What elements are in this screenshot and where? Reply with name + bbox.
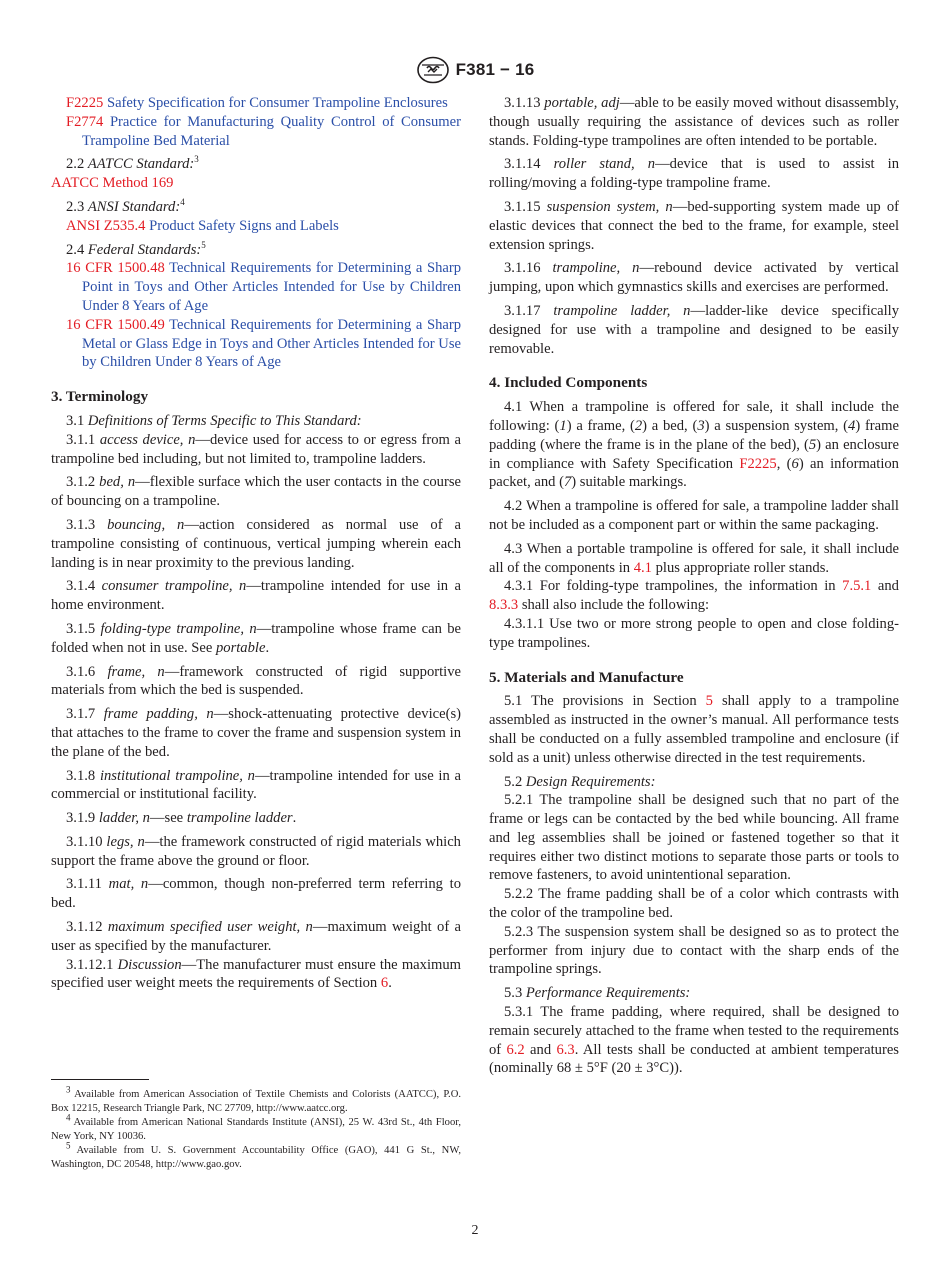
footnotes xyxy=(51,1084,461,1172)
footnote-divider xyxy=(51,1079,149,1080)
definition: 3.1.6 frame, n—framework constructed of rigid supportive materials from which the bed is suspended. xyxy=(51,663,461,699)
reference-ansi xyxy=(51,217,461,236)
subsection-2-2: 2.2 AATCC Standard:$^3$ xyxy=(66,154,199,173)
definition: 3.1.10 legs, n—the framework constructed of rigid materials which support the frame above the ground or floor. xyxy=(51,833,461,869)
footnote-marker[interactable]: 3 xyxy=(194,154,199,165)
definition: 3.1.11 mat, n—common, though non-preferred term referring to bed. xyxy=(51,876,462,912)
paragraph-4-2: 4.2 When a trampoline is offered for sale, a trampoline ladder shall not be included as a component part or within the same packaging. xyxy=(489,498,899,533)
reference-cfr-1500-48 xyxy=(51,259,461,315)
subsection-2-4: 2.4 Federal Standards:$^5$ xyxy=(66,239,206,258)
definition: 3.1.14 roller stand, n—device that is used to assist in rolling/moving a folding-type trampoline frame. xyxy=(489,156,899,192)
page-header xyxy=(0,56,950,84)
definition-discussion: 3.1.12.1 Discussion—The manufacturer must ensure the maximum specified user weight meets the requirements of Section 6. xyxy=(51,956,461,992)
footnote: $^5$ Available from U. S. Government Accountability Office (GAO), 441 G St., NW, Washington, DC 20548, http://www.gao.gov. xyxy=(51,1140,461,1170)
reference-code[interactable]: 16 CFR 1500.48 xyxy=(66,260,165,277)
definition: 3.1.8 institutional trampoline, n—trampoline intended for use in a commercial or institutional facility. xyxy=(51,767,461,803)
left-column xyxy=(51,94,461,993)
paragraph-4-3-1: 4.3.1 For folding-type trampolines, the information in 7.5.1 and 8.3.3 shall also include the following: xyxy=(489,578,899,614)
footnote: $^3$ Available from American Association of Textile Chemists and Colorists (AATCC), P.O. Box 12215, Research Triangle Park, NC 27709, http://www.aatcc.org. xyxy=(51,1084,461,1114)
reference-cfr-1500-49 xyxy=(51,316,461,372)
page-number: 2 xyxy=(471,1223,479,1238)
definition: 3.1.13 portable, adj—able to be easily moved without disassembly, though usually requiring the assistance of devices such as roller stands. Folding-type trampolines are often intended to be portable. xyxy=(489,95,899,149)
section-link[interactable]: 6.3 xyxy=(556,1041,575,1058)
section-link[interactable]: 7.5.1 xyxy=(842,578,872,595)
reference-title[interactable]: Practice for Manufacturing Quality Control of Consumer Trampoline Bed Material xyxy=(82,113,461,149)
definition: 3.1.5 folding-type trampoline, n—trampoline whose frame can be folded when not in use. See portable. xyxy=(51,620,461,656)
reference-code[interactable]: ANSI Z535.4 xyxy=(66,217,146,234)
definition: 3.1.1 access device, n—device used for access to or egress from a trampoline bed including, but not limited to, trampoline ladders. xyxy=(51,431,461,467)
paragraph-5-1: 5.1 The provisions in Section 5 shall apply to a trampoline assembled as instructed in the owner’s manual. All performance tests shall be conducted on a fully assembled trampoline and enclosure (if sold as a unit) unless otherwise directed in the test requirements. xyxy=(489,693,899,766)
paragraph-4-3-1-1: 4.3.1.1 Use two or more strong people to open and close folding-type trampolines. xyxy=(489,615,899,651)
subsection-5-2: 5.2 Design Requirements: xyxy=(504,773,656,790)
paragraph-5-2-3: 5.2.3 The suspension system shall be designed so as to protect the performer from injury due to contact with the sharp ends of the trampoline springs. xyxy=(489,923,899,978)
footnote-marker[interactable]: 5 xyxy=(201,239,206,250)
definition: 3.1.4 consumer trampoline, n—trampoline intended for use in a home environment. xyxy=(51,578,461,614)
footnote: $^4$ Available from American National Standards Institute (ANSI), 25 W. 43rd St., 4th Floor, New York, NY 10036. xyxy=(51,1112,461,1142)
section-link[interactable]: 6 xyxy=(380,975,389,992)
definition: 3.1.7 frame padding, n—shock-attenuating protective device(s) that attaches to the frame to cover the frame and suspension system in the plane of the bed. xyxy=(51,706,461,760)
standard-designation: F381 − 16 xyxy=(455,59,535,79)
footnote-marker[interactable]: 4 xyxy=(180,197,185,208)
reference-f2225 xyxy=(51,94,461,113)
definition: 3.1.3 bouncing, n—action considered as normal use of a trampoline consisting of continuous, vertical jumping wherein each landing is in near proximity to the previous landing. xyxy=(51,516,461,571)
reference-f2774 xyxy=(51,113,461,151)
subsection-5-3: 5.3 Performance Requirements: xyxy=(504,985,691,1002)
paragraph-4-3: 4.3 When a portable trampoline is offered for sale, it shall include all of the components in 4.1 plus appropriate roller stands. xyxy=(489,540,899,576)
reference-code[interactable]: 16 CFR 1500.49 xyxy=(66,316,165,333)
definition: 3.1.16 trampoline, n—rebound device activated by vertical jumping, upon which gymnastics skills and exercises are performed. xyxy=(489,260,899,296)
section-link[interactable]: 8.3.3 xyxy=(489,597,519,614)
astm-logo-icon xyxy=(416,56,450,84)
section-heading-included-components: 4. Included Components xyxy=(489,374,648,392)
standard-link[interactable]: F2225 xyxy=(739,455,777,472)
right-column xyxy=(489,94,899,1078)
paragraph-5-2-2: 5.2.2 The frame padding shall be of a color which contrasts with the color of the trampoline bed. xyxy=(489,886,899,922)
definition: 3.1.9 ladder, n—see trampoline ladder. xyxy=(66,810,297,827)
section-link[interactable]: 6.2 xyxy=(506,1041,525,1058)
reference-code[interactable]: F2774 xyxy=(66,113,104,130)
reference-title[interactable]: Technical Requirements for Determining a Sharp Point in Toys and Other Articles Intended for Use by Children Under 8 Years of Age xyxy=(82,260,461,314)
paragraph-5-2-1: 5.2.1 The trampoline shall be designed such that no part of the frame or legs can be contacted by the bed while bouncing. All frame and leg assemblies shall be joined or fastened together so that it requires either two distinct motions to separate those parts or tools to remove fasteners, to avoid unintentional separation. xyxy=(489,792,899,884)
reference-code[interactable]: AATCC Method 169 xyxy=(51,175,174,192)
reference-code[interactable]: F2225 xyxy=(66,95,104,111)
paragraph-5-3-1: 5.3.1 The frame padding, where required, shall be designed to remain securely attached to the frame when tested to the requirements of 6.2 and 6.3. All tests shall be conducted at ambient temperatures (nominally 68 ± 5°F (20 ± 3°C)). xyxy=(489,1004,899,1077)
reference-title[interactable]: Product Safety Signs and Labels xyxy=(145,217,339,234)
paragraph-4-1: 4.1 When a trampoline is offered for sale, it shall include the following: (1) a frame, (2) a bed, (3) a suspension system, (4) frame padding (where the frame is in the plane of the bed), (5) an enclosure in compliance with Safety Specification F2225, (6) an information packet, and (7) suitable markings. xyxy=(489,399,899,491)
section-link[interactable]: 4.1 xyxy=(633,559,652,576)
definition: 3.1.17 trampoline ladder, n—ladder-like device specifically designed for use with a trampoline and designed to be easily removable. xyxy=(489,302,899,357)
section-heading-terminology: 3. Terminology xyxy=(51,388,149,406)
reference-aatcc xyxy=(51,174,461,193)
definition: 3.1.12 maximum specified user weight, n—maximum weight of a user as specified by the manufacturer. xyxy=(51,919,462,954)
definition: 3.1.2 bed, n—flexible surface which the user contacts in the course of bouncing on a trampoline. xyxy=(51,474,461,510)
section-link[interactable]: 5 xyxy=(705,693,713,710)
reference-title[interactable]: Safety Specification for Consumer Trampoline Enclosures xyxy=(103,95,448,111)
subsection-2-3: 2.3 ANSI Standard:$^4$ xyxy=(66,197,185,215)
definition: 3.1.15 suspension system, n—bed-supporting system made up of elastic devices that connect the bed to the frame, for example, steel extension springs. xyxy=(489,198,899,253)
subsection-3-1: 3.1 Definitions of Terms Specific to This Standard: xyxy=(66,412,362,429)
reference-title[interactable]: Technical Requirements for Determining a Sharp Metal or Glass Edge in Toys and Other Articles Intended for Use by Children Under 8 Years of Age xyxy=(82,316,461,371)
section-heading-materials: 5. Materials and Manufacture xyxy=(489,668,684,686)
